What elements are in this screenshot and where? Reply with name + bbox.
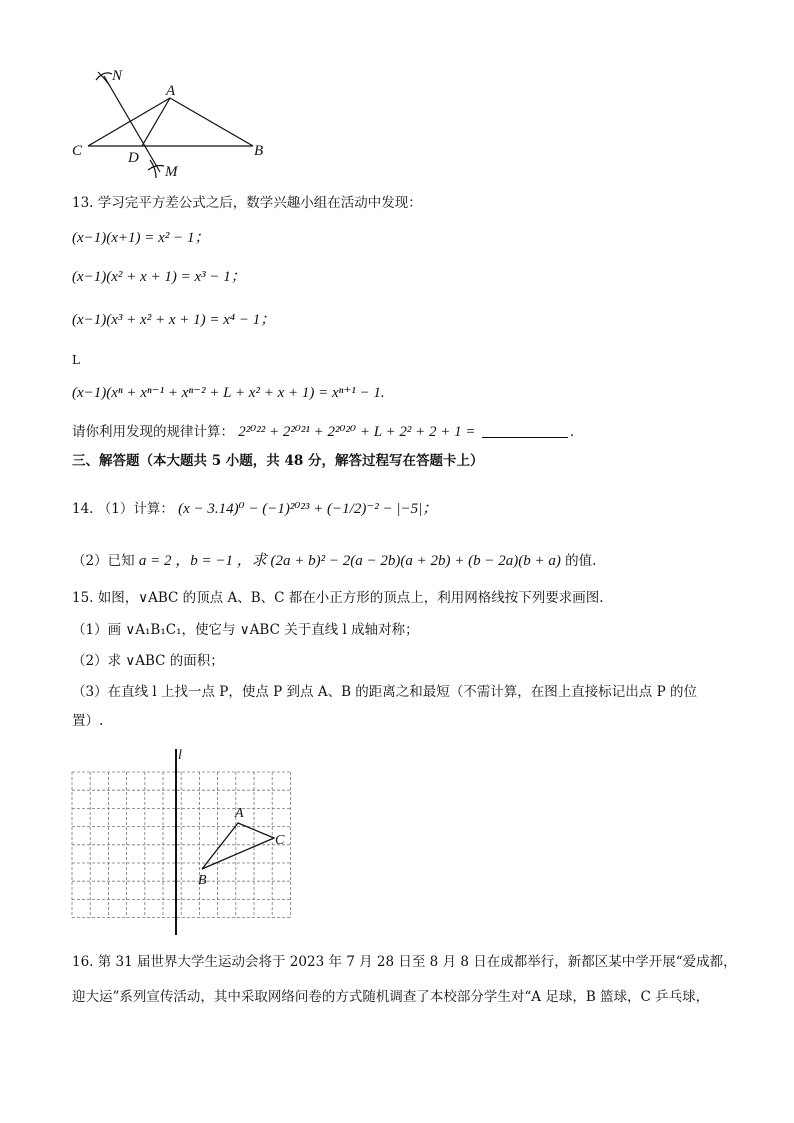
arc-mark-m — [148, 166, 164, 171]
label-c: C — [72, 143, 83, 159]
q13-eq3: (x−1)(x³ + x² + x + 1) = x⁴ − 1； — [72, 312, 276, 328]
q15-intro: 15. 如图，∨ABC 的顶点 A、B、C 都在小正方形的顶点上，利用网格线按下列要求画图. — [72, 590, 604, 606]
label-b: B — [198, 873, 207, 888]
segment-ab — [170, 98, 253, 146]
label-m: M — [165, 164, 178, 180]
segment-ad — [142, 98, 170, 146]
label-n: N — [112, 68, 123, 84]
q13-eq1: (x−1)(x+1) = x² − 1； — [72, 230, 210, 246]
q16-line1: 16. 第 31 届世界大学生运动会将于 2023 年 7 月 28 日至 8 月 8 日在成都举行，新都区某中学开展“爱成都， — [72, 954, 737, 970]
q15-part3-line1: （3）在直线 l 上找一点 P，使点 P 到点 A、B 的距离之和最短（不需计算，在图上直接标记出点 P 的位 — [72, 684, 697, 700]
q14-part2-suffix: 的值. — [565, 553, 597, 569]
label-a: A — [166, 83, 176, 99]
q14-part2 — [72, 550, 596, 572]
q14-part1 — [72, 498, 437, 520]
q15-part3-line2: 置）. — [72, 713, 104, 729]
triangle-abc — [202, 823, 274, 869]
q13-eq2: (x−1)(x² + x + 1) = x³ − 1； — [72, 269, 246, 285]
q14-part1-prefix: 14. （1）计算： — [72, 501, 174, 517]
q14-part1-expr: (x − 3.14)⁰ − (−1)²⁰²³ + (−1/2)⁻² − |−5|； — [178, 501, 438, 517]
q15-part1: （1）画 ∨A₁B₁C₁，使它与 ∨ABC 关于直线 l 成轴对称； — [72, 622, 419, 638]
label-l: l — [178, 748, 182, 763]
answer-blank[interactable] — [482, 423, 568, 438]
q13-task-end: . — [569, 424, 575, 440]
q13-task — [72, 421, 574, 443]
label-a: A — [235, 806, 244, 821]
label-c: C — [275, 833, 285, 848]
segment-ca — [88, 98, 170, 146]
section-3-title: 三、解答题（本大题共 5 小题，共 48 分，解答过程写在答题卡上） — [72, 453, 484, 469]
q16-line2: 迎大运”系列宣传活动，其中采取网络问卷的方式随机调查了本校部分学生对“A 足球，B 篮球，C 乒乓球， — [72, 989, 710, 1005]
label-d: D — [128, 150, 139, 166]
label-b: B — [254, 143, 264, 159]
q13-eq-general: (x−1)(xⁿ + xⁿ⁻¹ + xⁿ⁻² + L + x² + x + 1) = xⁿ⁺¹ − 1. — [72, 385, 385, 401]
q13-ellipsis: L — [72, 353, 80, 367]
q13-task-expr: 2²⁰²² + 2²⁰²¹ + 2²⁰²⁰ + L + 2² + 2 + 1 = — [238, 424, 476, 440]
q15-part2: （2）求 ∨ABC 的面积； — [72, 653, 224, 669]
q14-part2-prefix: （2）已知 — [72, 553, 135, 569]
figure-grid-triangle — [70, 745, 300, 940]
q13-intro: 13. 学习完平方差公式之后，数学兴趣小组在活动中发现： — [72, 195, 422, 211]
figure-perpendicular-bisector — [60, 60, 280, 185]
q13-task-prefix: 请你利用发现的规律计算： — [72, 424, 234, 440]
q14-part2-expr: a = 2 ，b = −1 ，求 (2a + b)² − 2(a − 2b)(a + 2b) + (b − 2a)(b + a) — [138, 553, 561, 569]
